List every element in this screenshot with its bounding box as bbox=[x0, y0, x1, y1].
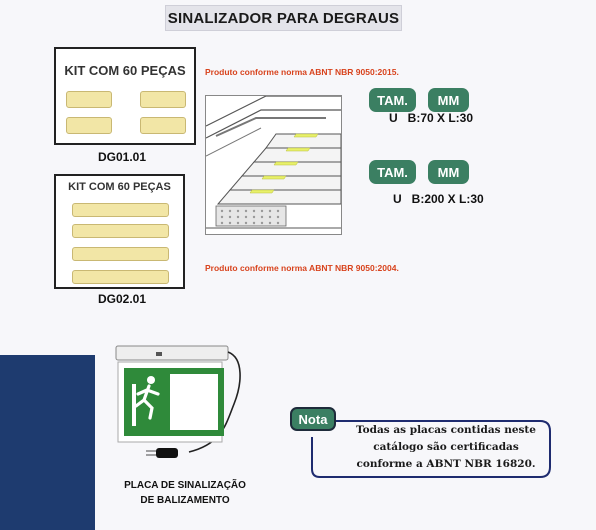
kit-box-dg01 bbox=[54, 47, 196, 145]
kit-box-dg02 bbox=[54, 174, 185, 289]
exit-sign-illustration bbox=[104, 344, 244, 464]
left-decorative-band bbox=[0, 355, 95, 530]
size-dimensions: U B:70 X L:30 bbox=[389, 111, 474, 125]
norm-text-2004: Produto conforme norma ABNT NBR 9050:2004. bbox=[205, 263, 399, 273]
stairs-drawing bbox=[206, 96, 341, 234]
norm-text-2015: Produto conforme norma ABNT NBR 9050:2015. bbox=[205, 67, 399, 77]
sign-caption-line1: PLACA DE SINALIZAÇÃO bbox=[124, 480, 246, 491]
note-text bbox=[346, 422, 546, 473]
size-tag-mm: MM bbox=[428, 160, 469, 184]
step-strip bbox=[66, 91, 112, 108]
exit-sign-drawing bbox=[104, 344, 244, 464]
step-strip bbox=[66, 117, 112, 134]
kit-title: KIT COM 60 PEÇAS bbox=[68, 181, 171, 193]
size-dimensions: U B:200 X L:30 bbox=[393, 192, 484, 206]
page-title: SINALIZADOR PARA DEGRAUS bbox=[167, 9, 400, 27]
note-line: conforme a ABNT NBR 16820. bbox=[356, 458, 536, 470]
stairs-illustration bbox=[205, 95, 342, 235]
kit-code-dg02: DG02.01 bbox=[98, 292, 147, 306]
step-strip bbox=[72, 247, 169, 261]
note-tag: Nota bbox=[290, 407, 336, 431]
page-title-box bbox=[165, 5, 402, 31]
step-strip bbox=[140, 117, 186, 134]
step-strip bbox=[72, 203, 169, 217]
size-tag-tam: TAM. bbox=[369, 160, 416, 184]
size-tag-mm: MM bbox=[428, 88, 469, 112]
step-strip bbox=[72, 270, 169, 284]
note-line: catálogo são certificadas bbox=[373, 441, 519, 453]
step-strip bbox=[72, 224, 169, 238]
size-tag-tam: TAM. bbox=[369, 88, 416, 112]
kit-title: KIT COM 60 PEÇAS bbox=[64, 63, 186, 78]
sign-caption-line2: DE BALIZAMENTO bbox=[140, 495, 230, 506]
note-line: Todas as placas contidas neste bbox=[356, 424, 536, 436]
kit-code-dg01: DG01.01 bbox=[98, 150, 147, 164]
step-strip bbox=[140, 91, 186, 108]
